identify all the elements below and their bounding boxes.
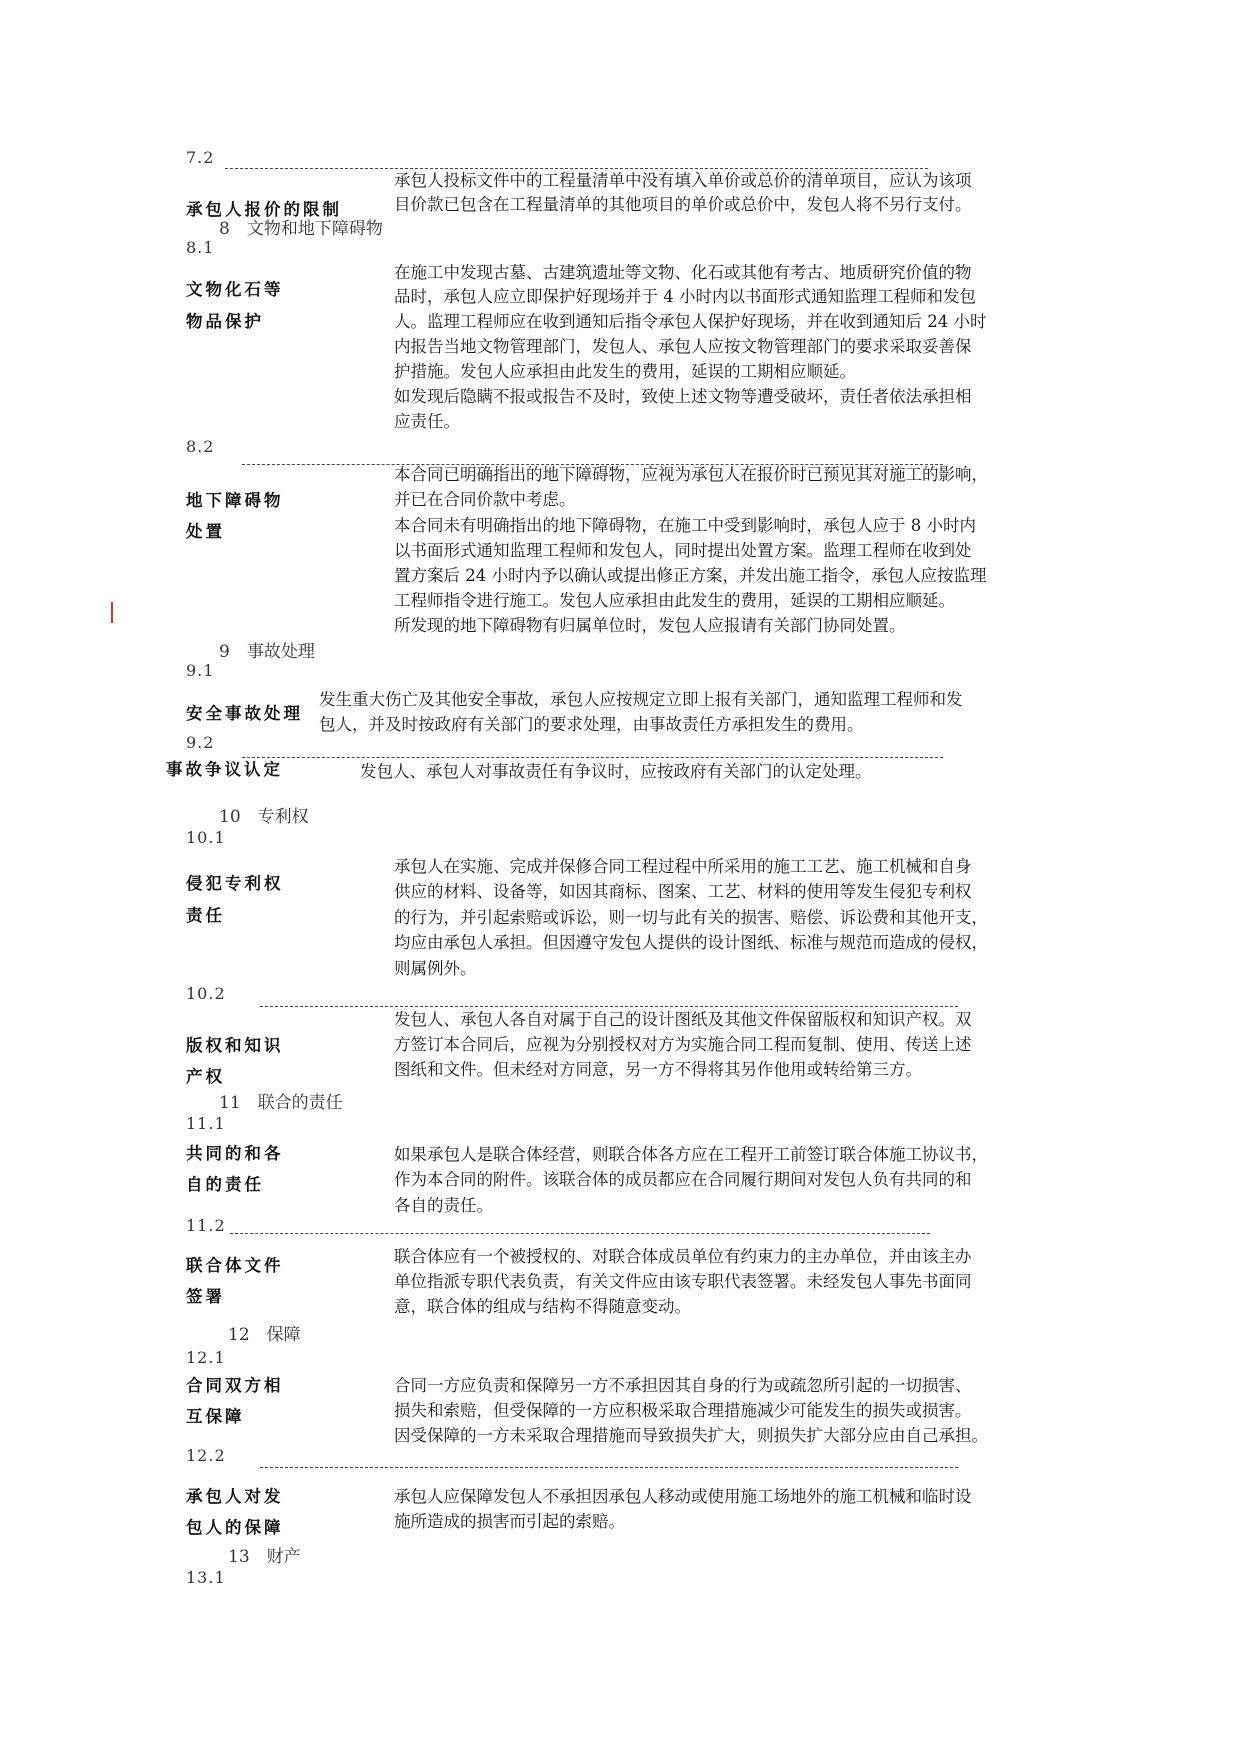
clause-number: 7.2 <box>186 148 215 167</box>
clause-number: 8.2 <box>186 437 215 456</box>
clause-heading: 文物化石等 <box>186 280 284 299</box>
clause-text-line: 施所造成的损害而引起的索赔。 <box>394 1512 625 1531</box>
clause-text-line: 合同一方应负责和保障另一方不承担因其自身的行为或疏忽所引起的一切损害、 <box>394 1376 972 1395</box>
clause-text-line: 目价款已包含在工程量清单的其他项目的单价或总价中，发包人将不另行支付。 <box>394 195 972 214</box>
clause-text-line: 供应的材料、设备等，如因其商标、图案、工艺、材料的使用等发生侵犯专利权 <box>394 882 972 901</box>
clause-text-line: 承包人在实施、完成并保修合同工程过程中所采用的施工工艺、施工机械和自身 <box>394 857 972 876</box>
clause-text-line: 内报告当地文物管理部门，发包人、承包人应按文物管理部门的要求采取妥善保 <box>394 337 972 356</box>
clause-heading: 处置 <box>186 522 225 541</box>
section-title: 9 事故处理 <box>219 642 315 662</box>
section-title: 11 联合的责任 <box>219 1093 343 1113</box>
clause-text-line: 置方案后 24 小时内予以确认或提出修正方案，并发出施工指令，承包人应按监理 <box>394 566 987 585</box>
clause-heading: 自的责任 <box>186 1175 264 1194</box>
clause-text-line: 作为本合同的附件。该联合体的成员都应在合同履行期间对发包人负有共同的和 <box>394 1170 972 1189</box>
clause-text-line: 各自的责任。 <box>394 1196 493 1215</box>
clause-text-line: 以书面形式通知监理工程师和发包人，同时提出处置方案。监理工程师在收到处 <box>394 541 972 560</box>
clause-text-line: 并已在合同价款中考虑。 <box>394 490 576 509</box>
clause-number: 9.1 <box>186 661 215 680</box>
clause-text-line: 联合体应有一个被授权的、对联合体成员单位有约束力的主办单位，并由该主办 <box>394 1247 972 1266</box>
clause-number: 11.2 <box>186 1216 226 1235</box>
clause-heading: 联合体文件 <box>186 1256 284 1275</box>
clause-heading: 物品保护 <box>186 312 264 331</box>
clause-heading: 签署 <box>186 1287 225 1306</box>
clause-heading: 地下障碍物 <box>186 491 284 510</box>
clause-text-line: 如果承包人是联合体经营，则联合体各方应在工程开工前签订联合体施工协议书， <box>394 1145 988 1164</box>
clause-number: 13.1 <box>186 1568 226 1587</box>
dotted-leader-line <box>260 1467 958 1468</box>
clause-heading: 事故争议认定 <box>166 760 283 779</box>
clause-text-line: 工程师指令进行施工。发包人应承担由此发生的费用，延误的工期相应顺延。 <box>394 591 955 610</box>
clause-text-line: 人。监理工程师应在收到通知后指令承包人保护好现场，并在收到通知后 24 小时 <box>394 312 987 331</box>
clause-heading: 包人的保障 <box>186 1518 284 1537</box>
clause-text-line: 因受保障的一方未采取合理措施而导致损失扩大，则损失扩大部分应由自己承担。 <box>394 1426 988 1445</box>
clause-text-line: 均应由承包人承担。但因遵守发包人提供的设计图纸、标准与规范而造成的侵权， <box>394 933 988 952</box>
clause-number: 11.1 <box>186 1114 226 1133</box>
clause-heading: 承包人对发 <box>186 1487 284 1506</box>
clause-text-line: 损失和索赔，但受保障的一方应积极采取合理措施减少可能发生的损失或损害。 <box>394 1401 972 1420</box>
clause-text-line: 本合同未有明确指出的地下障碍物，在施工中受到影响时，承包人应于 8 小时内 <box>394 516 976 535</box>
clause-text-line: 发包人、承包人对事故责任有争议时，应按政府有关部门的认定处理。 <box>360 762 872 781</box>
clause-heading: 互保障 <box>186 1407 245 1426</box>
clause-text-line: 发包人、承包人各自对属于自己的设计图纸及其他文件保留版权和知识产权。双 <box>394 1010 972 1029</box>
clause-heading: 合同双方相 <box>186 1376 284 1395</box>
clause-text-line: 图纸和文件。但未经对方同意，另一方不得将其另作他用或转给第三方。 <box>394 1060 922 1079</box>
clause-number: 10.2 <box>186 984 226 1003</box>
clause-text-line: 品时，承包人应立即保护好现场并于 4 小时内以书面形式通知监理工程师和发包 <box>394 287 976 306</box>
dotted-leader-line <box>230 1233 930 1234</box>
clause-text-line: 本合同已明确指出的地下障碍物，应视为承包人在报价时已预见其对施工的影响， <box>394 465 988 484</box>
clause-text-line: 应责任。 <box>394 412 460 431</box>
clause-heading: 安全事故处理 <box>186 704 303 723</box>
clause-text-line: 包人，并及时按政府有关部门的要求处理，由事故责任方承担发生的费用。 <box>319 715 864 734</box>
clause-heading: 共同的和各 <box>186 1144 284 1163</box>
clause-number: 8.1 <box>186 238 215 257</box>
clause-text-line: 护措施。发包人应承担由此发生的费用，延误的工期相应顺延。 <box>394 362 856 381</box>
clause-number: 12.2 <box>186 1446 226 1465</box>
clause-text-line: 如发现后隐瞒不报或报告不及时，致使上述文物等遭受破坏，责任者依法承担相 <box>394 387 972 406</box>
clause-text-line: 承包人应保障发包人不承担因承包人移动或使用施工场地外的施工机械和临时设 <box>394 1487 972 1506</box>
clause-text-line: 单位指派专职代表负责，有关文件应由该专职代表签署。未经发包人事先书面同 <box>394 1272 972 1291</box>
clause-text-line: 承包人投标文件中的工程量清单中没有填入单价或总价的清单项目，应认为该项 <box>394 171 972 190</box>
clause-heading: 侵犯专利权 <box>186 874 284 893</box>
clause-number: 9.2 <box>186 733 215 752</box>
clause-text-line: 方签订本合同后，应视为分别授权对方为实施合同工程而复制、使用、传送上述 <box>394 1035 972 1054</box>
section-title: 10 专利权 <box>219 807 309 827</box>
clause-text-line: 在施工中发现古墓、古建筑遗址等文物、化石或其他有考古、地质研究价值的物 <box>394 263 972 282</box>
clause-heading: 产权 <box>186 1067 225 1086</box>
section-title: 8 文物和地下障碍物 <box>219 219 383 239</box>
clause-number: 10.1 <box>186 828 226 847</box>
section-title: 13 财产 <box>228 1547 301 1567</box>
clause-heading: 承包人报价的限制 <box>186 200 342 219</box>
clause-heading: 责任 <box>186 906 225 925</box>
clause-heading: 版权和知识 <box>186 1036 284 1055</box>
section-title: 12 保障 <box>228 1325 301 1345</box>
clause-text-line: 的行为，并引起索赔或诉讼，则一切与此有关的损害、赔偿、诉讼费和其他开支， <box>394 908 988 927</box>
clause-text-line: 所发现的地下障碍物有归属单位时，发包人应报请有关部门协同处置。 <box>394 616 906 635</box>
clause-text-line: 则属例外。 <box>394 959 477 978</box>
clause-number: 12.1 <box>186 1348 226 1367</box>
clause-text-line: 意，联合体的组成与结构不得随意变动。 <box>394 1297 691 1316</box>
revision-margin-mark <box>111 602 113 623</box>
clause-text-line: 发生重大伤亡及其他安全事故，承包人应按规定立即上报有关部门，通知监理工程师和发 <box>319 690 963 709</box>
